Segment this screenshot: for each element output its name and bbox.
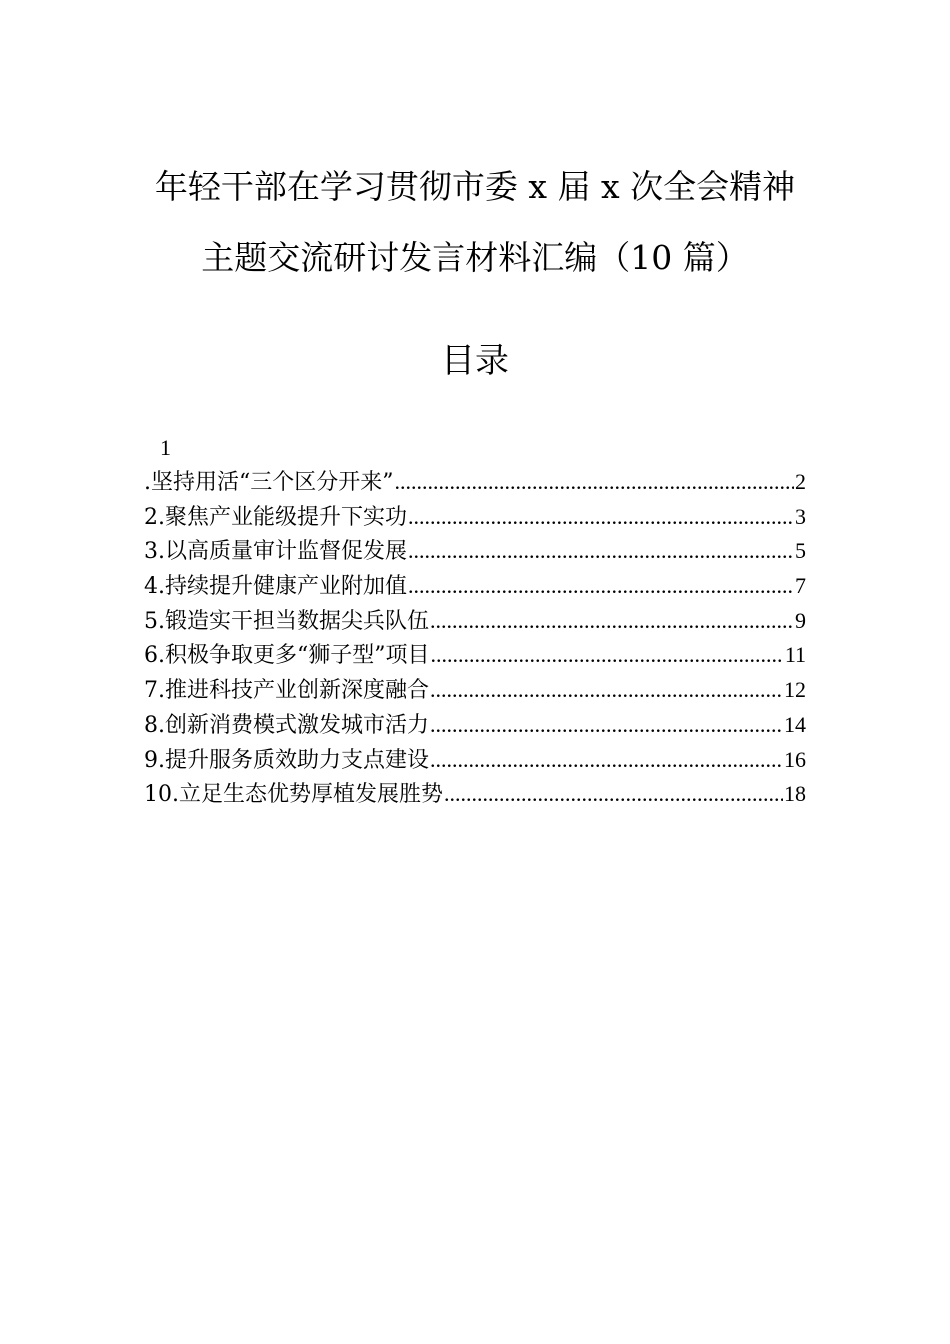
toc-first-entry-number: 1 xyxy=(160,435,171,460)
toc-entry[interactable] xyxy=(144,675,806,710)
toc-entry-title: 4.持续提升健康产业附加值 xyxy=(144,574,407,600)
toc-entry[interactable] xyxy=(144,710,806,745)
toc-entry-page: 12 xyxy=(784,677,806,703)
toc-entry[interactable] xyxy=(144,779,806,814)
toc-entry-title: 10.立足生态优势厚植发展胜势 xyxy=(144,782,443,808)
toc-entry-page: 9 xyxy=(795,607,806,633)
toc-entry-page: 14 xyxy=(784,711,806,737)
toc-entry[interactable] xyxy=(144,745,806,780)
toc-entry[interactable] xyxy=(144,536,806,571)
table-of-contents xyxy=(144,467,806,814)
toc-leader-dots xyxy=(431,640,784,670)
toc-entry-title: 2.聚焦产业能级提升下实功 xyxy=(144,504,407,530)
toc-leader-dots xyxy=(430,606,794,636)
toc-entry[interactable] xyxy=(144,640,806,675)
toc-entry-page: 7 xyxy=(795,573,806,599)
toc-entry-title: 9.提升服务质效助力支点建设 xyxy=(144,747,429,773)
toc-entry-page: 18 xyxy=(784,781,806,807)
toc-leader-dots xyxy=(430,675,783,705)
toc-entry[interactable] xyxy=(144,467,806,502)
toc-entry-title: 3.以高质量审计监督促发展 xyxy=(144,539,407,565)
toc-leader-dots xyxy=(408,571,794,601)
toc-leader-dots xyxy=(430,710,783,740)
toc-entry-title: 5.锻造实干担当数据尖兵队伍 xyxy=(144,608,429,634)
document-title-line-2: 主题交流研讨发言材料汇编（10 篇） xyxy=(201,238,749,277)
toc-leader-dots xyxy=(395,467,795,497)
toc-entry-title: 7.推进科技产业创新深度融合 xyxy=(144,678,429,704)
toc-leader-dots xyxy=(430,745,783,775)
toc-leader-dots xyxy=(408,502,794,532)
toc-entry-page: 3 xyxy=(795,503,806,529)
toc-entry-title: 8.创新消费模式激发城市活力 xyxy=(144,712,429,738)
toc-entry[interactable] xyxy=(144,571,806,606)
toc-entry-title: .坚持用活“三个区分开来” xyxy=(144,470,394,495)
toc-entry-page: 5 xyxy=(795,538,806,564)
toc-leader-dots xyxy=(444,779,783,809)
toc-leader-dots xyxy=(408,536,794,566)
toc-entry-page: 2 xyxy=(795,469,806,494)
toc-entry-page: 11 xyxy=(784,642,806,668)
toc-heading: 目录 xyxy=(441,341,509,381)
document-title-line-1: 年轻干部在学习贯彻市委 x 届 x 次全会精神 xyxy=(154,167,796,206)
toc-entry[interactable] xyxy=(144,606,806,641)
toc-entry[interactable] xyxy=(144,502,806,537)
toc-entry-title: 6.积极争取更多“狮子型”项目 xyxy=(144,643,430,669)
toc-entry-page: 16 xyxy=(784,746,806,772)
